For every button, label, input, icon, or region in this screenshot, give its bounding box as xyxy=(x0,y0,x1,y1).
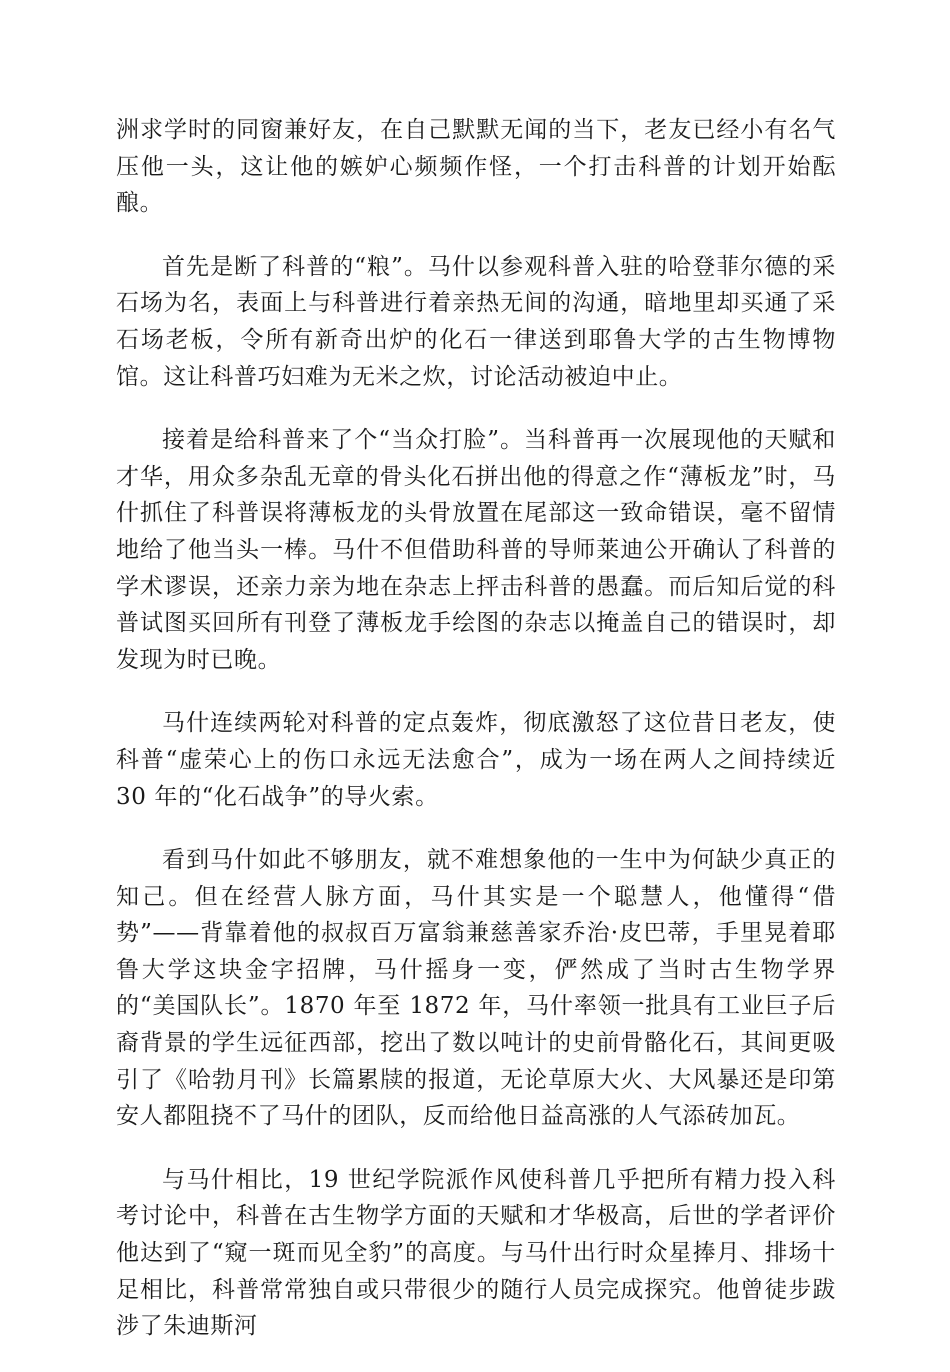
paragraph-4: 马什连续两轮对科普的定点轰炸，彻底激怒了这位昔日老友，使科普“虚荣心上的伤口永远无法愈合”，成为一场在两人之间持续近 30 年的“化石战争”的导火索。 xyxy=(116,710,836,810)
body-text xyxy=(116,112,836,1372)
paragraph-3: 接着是给科普来了个“当众打脸”。当科普再一次展现他的天赋和才华，用众多杂乱无章的骨头化石拼出他的得意之作“薄板龙”时，马什抓住了科普误将薄板龙的头骨放置在尾部这一致命错误，毫不留情地给了他当头一棒。马什不但借助科普的导师莱迪公开确认了科普的学术谬误，还亲力亲为地在杂志上抨击科普的愚蠢。而后知后觉的科普试图买回所有刊登了薄板龙手绘图的杂志以掩盖自己的错误时，却发现为时已晚。 xyxy=(116,427,836,673)
paragraph-5: 看到马什如此不够朋友，就不难想象他的一生中为何缺少真正的知己。但在经营人脉方面，马什其实是一个聪慧人，他懂得“借势”——背靠着他的叔叔百万富翁兼慈善家乔治·皮巴蒂，手里晃着耶鲁大学这块金字招牌，马什摇身一变，俨然成了当时古生物学界的“美国队长”。1870 年至 1872 年，马什率领一批具有工业巨子后裔背景的学生远征西部，挖出了数以吨计的史前骨骼化石，其间更吸引了《哈勃月刊》长篇累牍的报道，无论草原大火、大风暴还是印第安人都阻挠不了马什的团队，反而给他日益高涨的人气添砖加瓦。 xyxy=(116,847,836,1130)
paragraph-2: 首先是断了科普的“粮”。马什以参观科普入驻的哈登菲尔德的采石场为名，表面上与科普进行着亲热无间的沟通，暗地里却买通了采石场老板，令所有新奇出炉的化石一律送到耶鲁大学的古生物博物馆。这让科普巧妇难为无米之炊，讨论活动被迫中止。 xyxy=(116,253,836,390)
paragraph-1: 洲求学时的同窗兼好友，在自己默默无闻的当下，老友已经小有名气压他一头，这让他的嫉妒心频频作怪，一个打击科普的计划开始酝酿。 xyxy=(116,117,836,217)
paragraph-6: 与马什相比，19 世纪学院派作风使科普几乎把所有精力投入科考讨论中，科普在古生物学方面的天赋和才华极高，后世的学者评价他达到了“窥一斑而见全豹”的高度。与马什出行时众星捧月、排场十足相比，科普常常独自或只带很少的随行人员完成探究。他曾徒步跋涉了朱迪斯河 xyxy=(116,1166,836,1340)
